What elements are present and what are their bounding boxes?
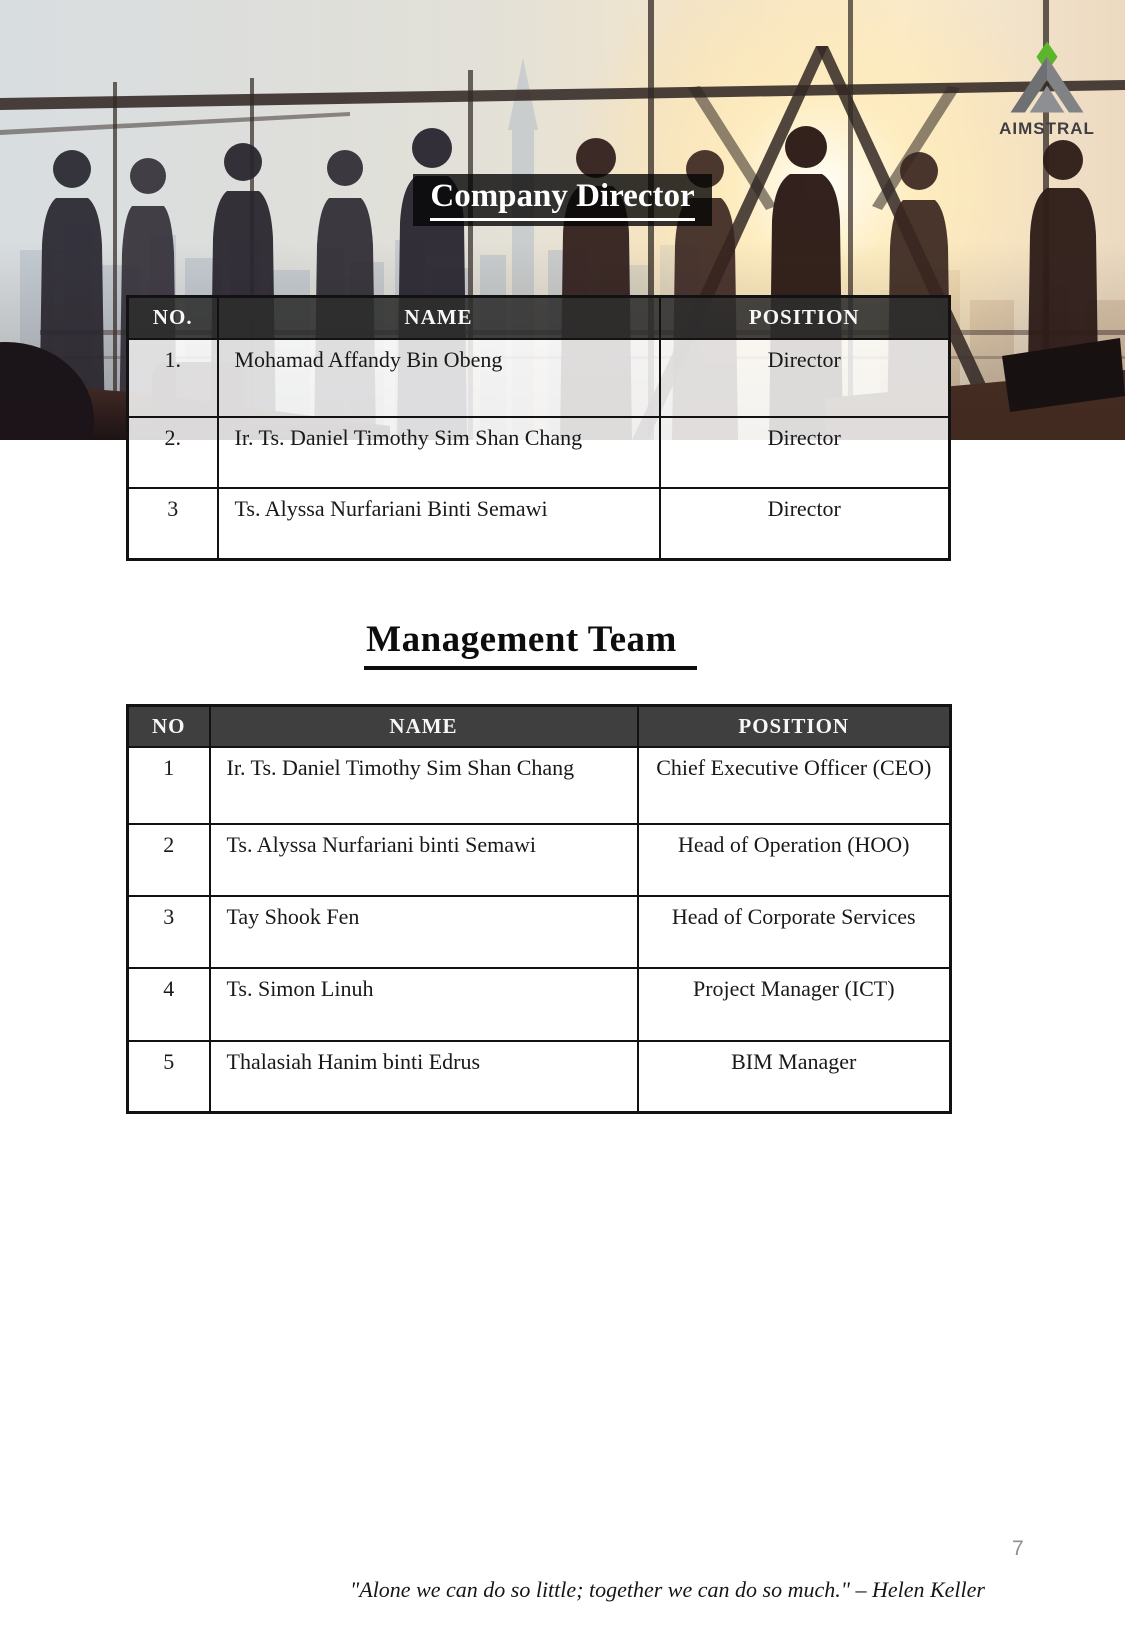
cell-no: 2. [128,417,218,488]
column-header-name: NAME [210,706,638,747]
logo-text: AIMSTRAL [999,119,1095,138]
management-team-table [126,704,952,1114]
management-title-wrap [0,618,1125,670]
column-header-position: POSITION [660,297,950,339]
table-row [128,896,951,968]
column-header-position: POSITION [638,706,951,747]
company-director-table [126,295,951,561]
table-row [128,488,950,560]
quote-text: "Alone we can do so little; together we can do so much." [350,1577,850,1602]
cell-no: 2 [128,824,210,896]
cell-no: 1. [128,339,218,417]
column-header-no: NO. [128,297,218,339]
cell-position: BIM Manager [638,1041,951,1113]
cell-position: Director [660,488,950,560]
cell-position: Chief Executive Officer (CEO) [638,747,951,824]
cell-name: Tay Shook Fen [210,896,638,968]
cell-name: Ts. Alyssa Nurfariani Binti Semawi [218,488,660,560]
header-row [128,706,951,747]
cell-position: Director [660,417,950,488]
cell-name: Thalasiah Hanim binti Edrus [210,1041,638,1113]
section-title-management-team: Management Team [364,618,697,670]
cell-name: Ir. Ts. Daniel Timothy Sim Shan Chang [210,747,638,824]
cell-position: Director [660,339,950,417]
cell-position: Project Manager (ICT) [638,968,951,1041]
table-row [128,747,951,824]
cell-no: 5 [128,1041,210,1113]
cell-position: Head of Operation (HOO) [638,824,951,896]
hero-title-wrap [0,174,1125,226]
table-row [128,339,950,417]
cell-no: 1 [128,747,210,824]
header-row [128,297,950,339]
cell-no: 4 [128,968,210,1041]
cell-name: Ts. Simon Linuh [210,968,638,1041]
quote-attribution: – Helen Keller [855,1577,985,1602]
footer-quote [350,1577,985,1603]
table-row [128,968,951,1041]
company-logo [995,40,1099,139]
cell-position: Head of Corporate Services [638,896,951,968]
page-number: 7 [1012,1537,1024,1560]
table-row [128,1041,951,1113]
cell-no: 3 [128,488,218,560]
cell-name: Ts. Alyssa Nurfariani binti Semawi [210,824,638,896]
logo-mountain-icon [999,40,1095,114]
page-title-company-director: Company Director [413,174,711,226]
table-row [128,824,951,896]
column-header-name: NAME [218,297,660,339]
cell-name: Mohamad Affandy Bin Obeng [218,339,660,417]
table-row [128,417,950,488]
cell-name: Ir. Ts. Daniel Timothy Sim Shan Chang [218,417,660,488]
cell-no: 3 [128,896,210,968]
column-header-no: NO [128,706,210,747]
